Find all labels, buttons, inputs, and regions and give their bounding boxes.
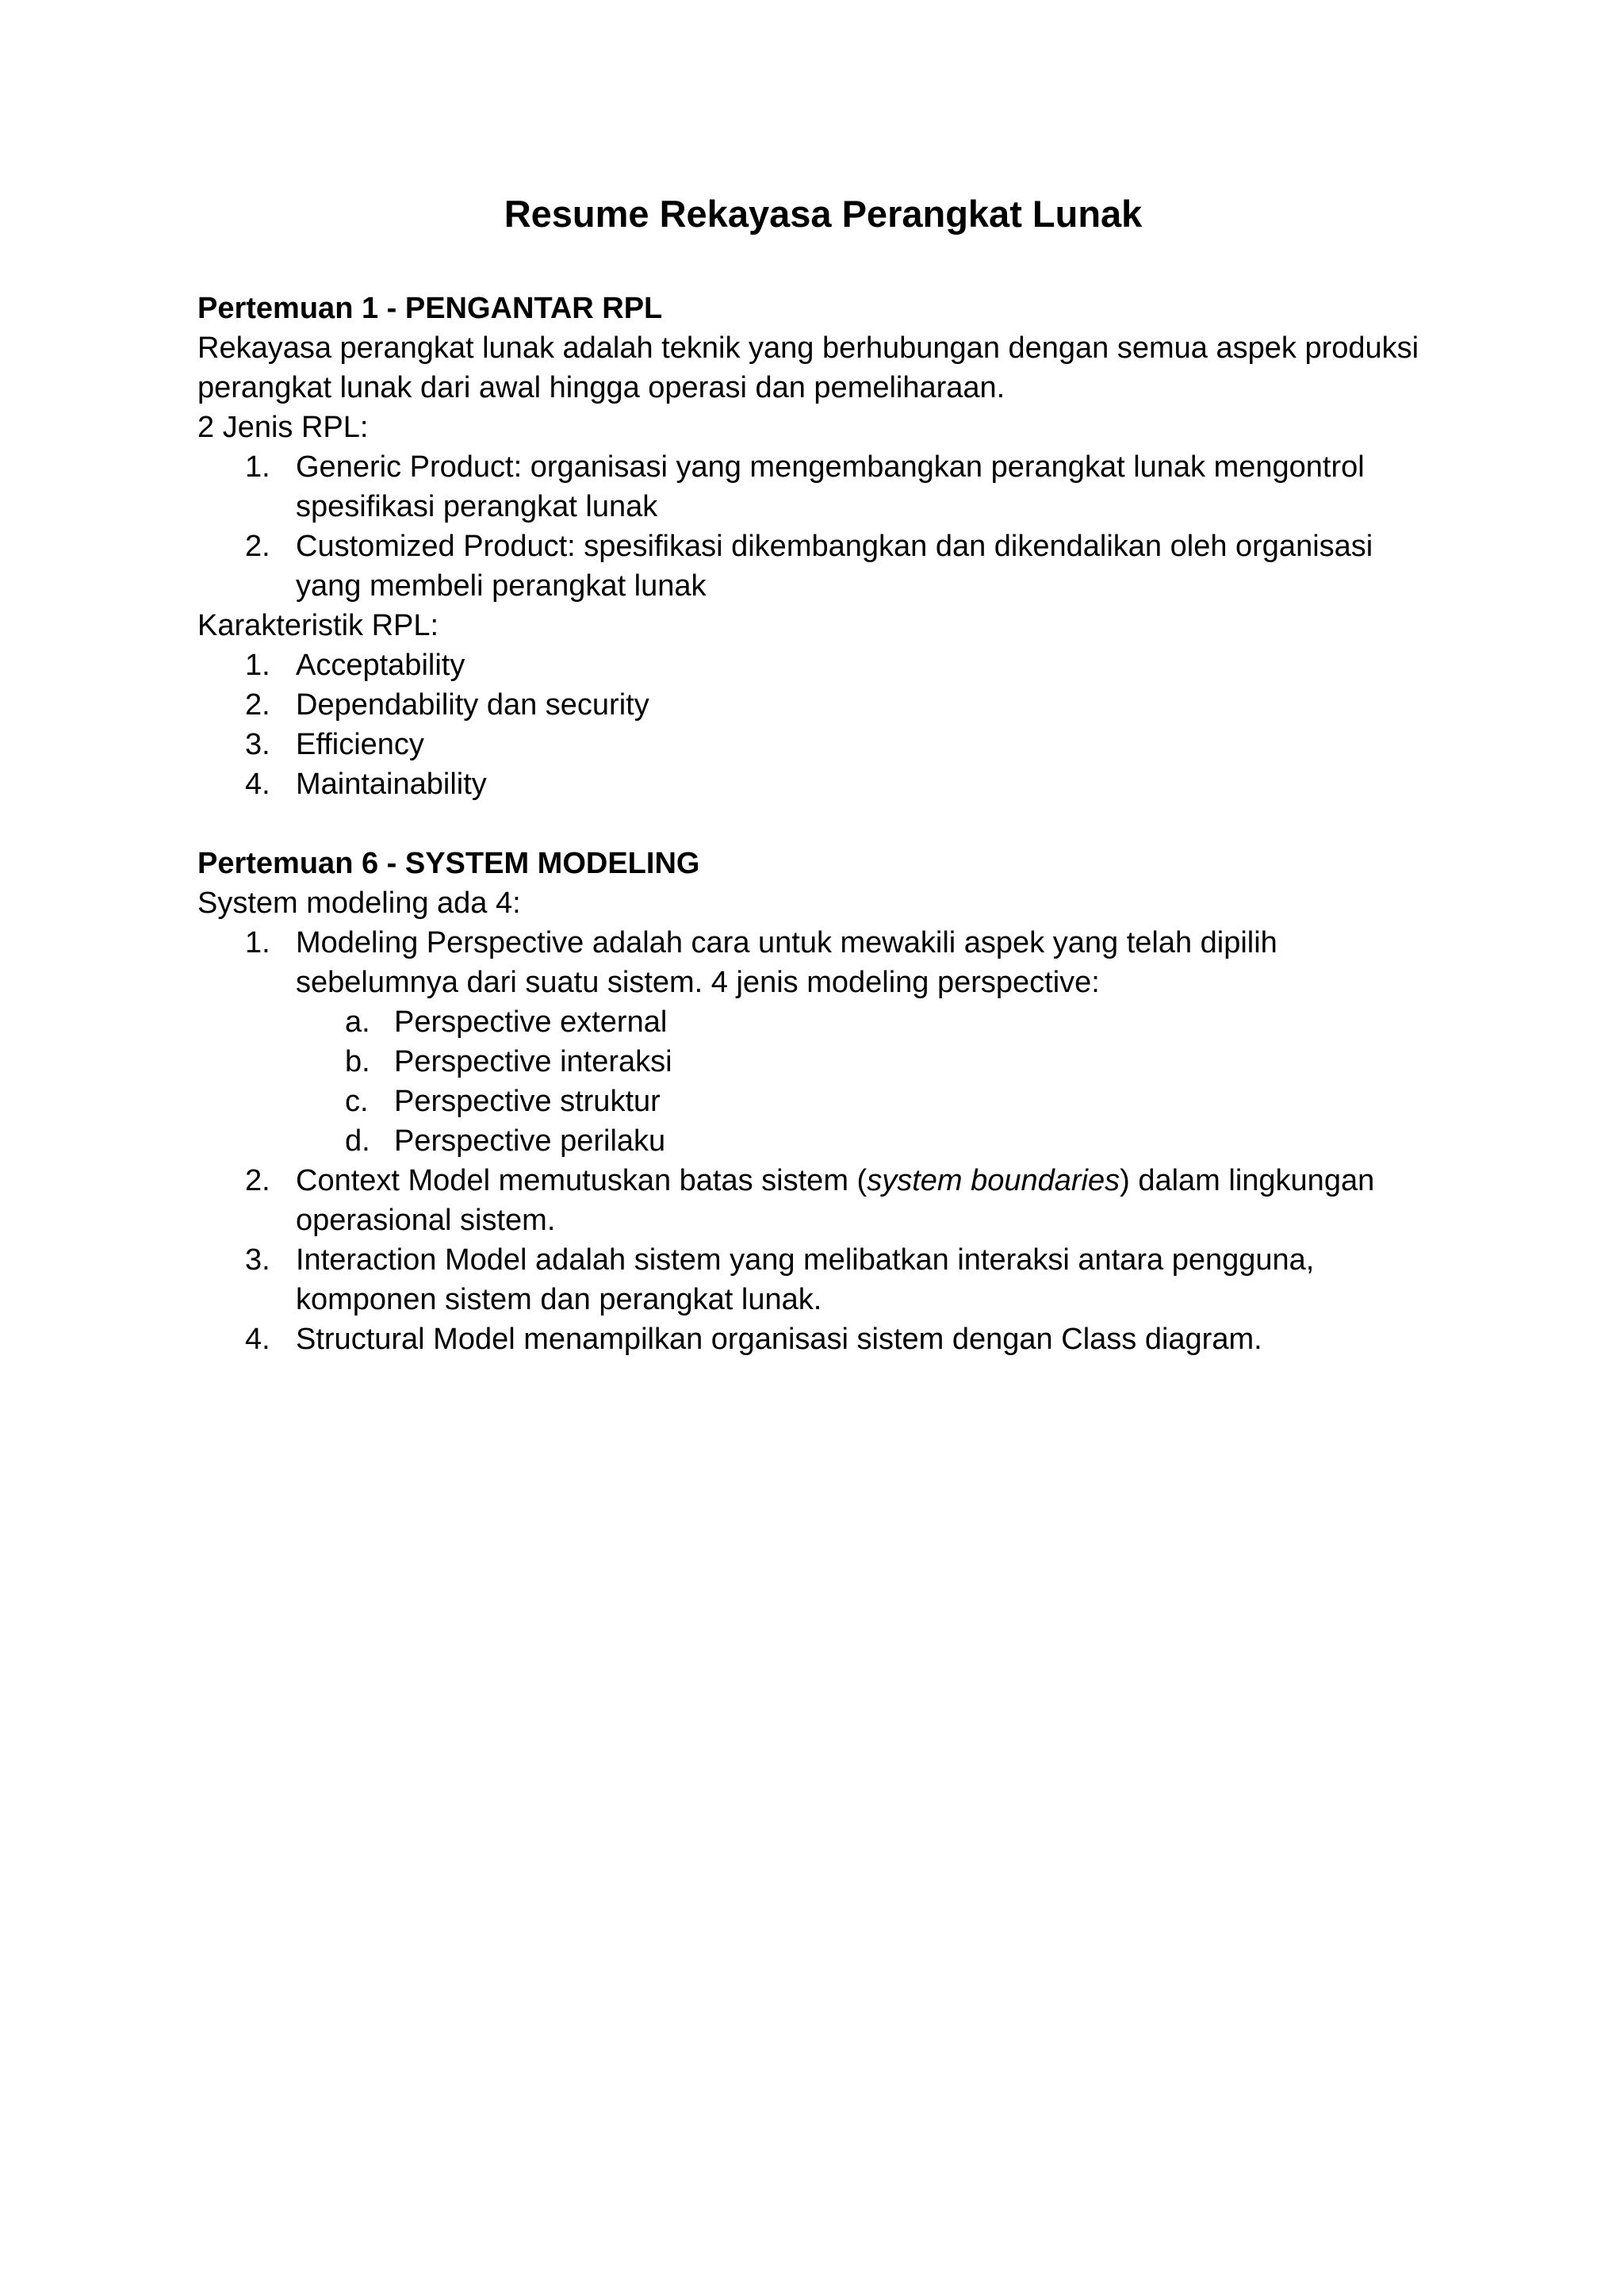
list-item	[197, 527, 1434, 606]
sublist-letter: b.	[345, 1045, 370, 1078]
list-item-text: Generic Product: organisasi yang mengembangkan perangkat lunak mengontrol spesifikasi perangkat lunak	[296, 450, 1365, 523]
karakteristik-list	[197, 645, 1434, 804]
list-number: 1.	[245, 926, 270, 959]
sublist-letter: c.	[345, 1085, 369, 1118]
sublist-item	[296, 1082, 1434, 1121]
list-item-text: Customized Product: spesifikasi dikembangkan dan dikendalikan oleh organisasi yang membeli perangkat lunak	[296, 530, 1373, 603]
list-item	[197, 1240, 1434, 1319]
list-item-text: Modeling Perspective adalah cara untuk mewakili aspek yang telah dipilih sebelumnya dari suatu sistem. 4 jenis modeling perspective:	[296, 926, 1277, 999]
sublist-item-text: Perspective perilaku	[394, 1124, 666, 1158]
sublist-item	[296, 1002, 1434, 1042]
list-item	[197, 764, 1434, 804]
jenis-rpl-list	[197, 447, 1434, 606]
section-heading: Pertemuan 1 - PENGANTAR RPL	[197, 292, 663, 325]
sublist-letter: d.	[345, 1124, 370, 1158]
section-pertemuan-1	[197, 289, 1434, 804]
section-intro: System modeling ada 4:	[197, 887, 521, 920]
list-label-karakteristik: Karakteristik RPL:	[197, 609, 439, 642]
sublist-item-text: Perspective external	[394, 1005, 668, 1039]
list-item	[197, 923, 1434, 1161]
list-item	[197, 1161, 1434, 1240]
list-number: 3.	[245, 728, 270, 761]
system-modeling-list	[197, 923, 1434, 1359]
list-item-text: Dependability dan security	[296, 688, 649, 722]
section-pertemuan-6	[197, 844, 1434, 1359]
list-item	[197, 447, 1434, 527]
list-number: 3.	[245, 1243, 270, 1277]
list-item-text-before: Context Model memutuskan batas sistem (	[296, 1164, 868, 1197]
perspective-sublist	[296, 1002, 1434, 1161]
list-item-text: Structural Model menampilkan organisasi sistem dengan Class diagram.	[296, 1323, 1262, 1356]
list-item-text: Maintainability	[296, 768, 487, 801]
list-number: 4.	[245, 768, 270, 801]
list-number: 4.	[245, 1323, 270, 1356]
list-number: 2.	[245, 530, 270, 563]
sublist-item	[296, 1042, 1434, 1082]
list-item-text-after: ) dalam lingkungan operasional sistem.	[296, 1164, 1375, 1237]
list-item-text: Efficiency	[296, 728, 424, 761]
sublist-item	[296, 1121, 1434, 1161]
sublist-item-text: Perspective struktur	[394, 1085, 661, 1118]
document-title: Resume Rekayasa Perangkat Lunak	[504, 193, 1143, 235]
section-spacer	[197, 804, 1434, 844]
document-body	[197, 190, 1434, 1359]
list-number: 1.	[245, 649, 270, 682]
list-item-text-italic: system boundaries	[867, 1164, 1120, 1197]
sublist-letter: a.	[345, 1005, 370, 1039]
list-item	[197, 725, 1434, 764]
list-item	[197, 645, 1434, 685]
sublist-item-text: Perspective interaksi	[394, 1045, 672, 1078]
list-item-text: Acceptability	[296, 649, 465, 682]
list-number: 2.	[245, 1164, 270, 1197]
list-number: 2.	[245, 688, 270, 722]
list-number: 1.	[245, 450, 270, 484]
section-intro: Rekayasa perangkat lunak adalah teknik yang berhubungan dengan semua aspek produksi perangkat lunak dari awal hingga operasi dan pemeliharaan.	[197, 331, 1419, 404]
list-item	[197, 685, 1434, 725]
section-heading: Pertemuan 6 - SYSTEM MODELING	[197, 847, 700, 880]
list-item-text: Interaction Model adalah sistem yang melibatkan interaksi antara pengguna, komponen sistem dan perangkat lunak.	[296, 1243, 1315, 1316]
list-item	[197, 1319, 1434, 1359]
list-label-jenis-rpl: 2 Jenis RPL:	[197, 411, 369, 444]
